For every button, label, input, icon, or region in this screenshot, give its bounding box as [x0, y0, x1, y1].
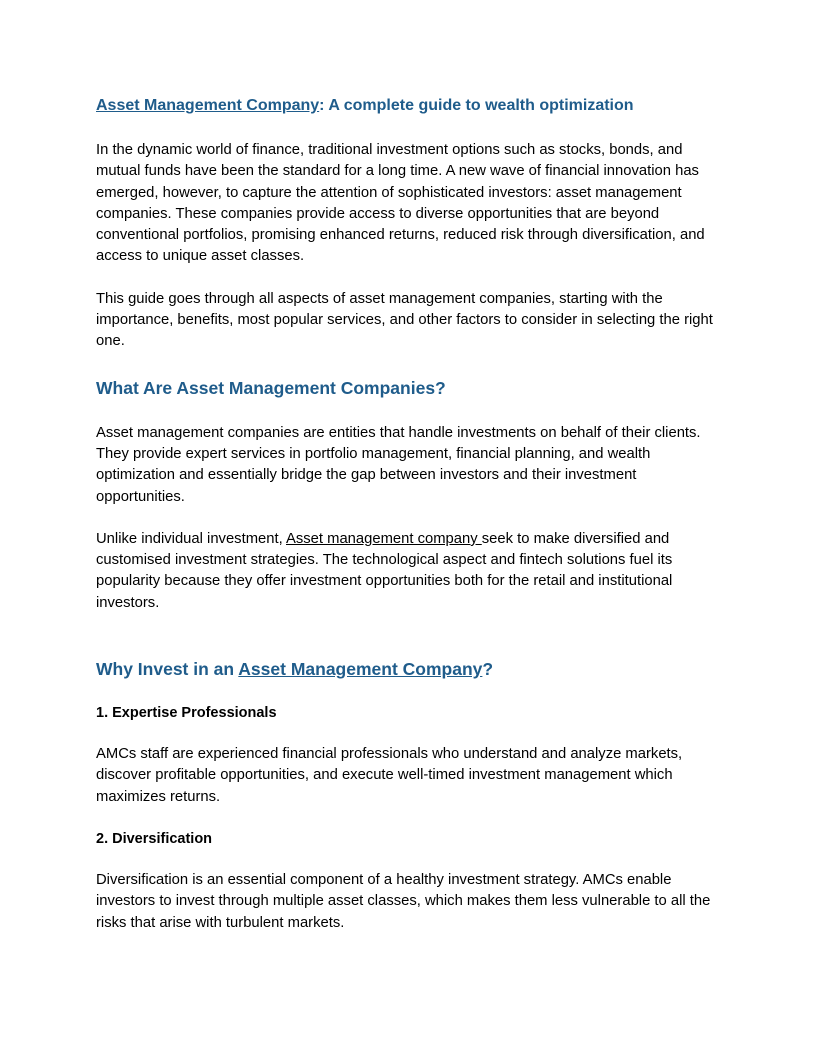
what-paragraph-2-tail: seek to make diversified and customised investment strategies. The technological aspect and fintech solutions fuel its popularity because they offer investment opportunities both for the retail and institutional investors.	[96, 530, 673, 611]
item-2-heading: 2. Diversification	[96, 830, 213, 847]
why-heading-tail: ?	[482, 659, 494, 680]
title-link[interactable]: Asset Management Company	[96, 97, 320, 114]
intro-paragraph-1: In the dynamic world of finance, traditional investment options such as stocks, bonds, and mutual funds have been the standard for a long time. A new wave of financial innovation has emerged, however, to capture the attention of sophisticated investors: asset management companies. These companies provide access to diverse opportunities that are beyond conventional portfolios, promising enhanced returns, reduced risk through diversification, and access to unique asset classes.	[96, 142, 705, 265]
what-paragraph-1: Asset management companies are entities that handle investments on behalf of their clients. They provide expert services in portfolio management, financial planning, and wealth optimization and essentially bridge the gap between investors and their investment opportunities.	[96, 424, 701, 505]
what-paragraph-2-lead: Unlike individual investment,	[96, 530, 286, 547]
document-page	[96, 94, 724, 934]
asset-management-company-link[interactable]: Asset management company	[286, 530, 482, 547]
what-paragraph-2	[96, 529, 724, 614]
item-1-body: AMCs staff are experienced financial professionals who understand and analyze markets, discover profitable opportunities, and execute well-timed investment management which maximizes returns.	[96, 746, 683, 805]
why-heading-lead: Why Invest in an	[96, 659, 239, 680]
intro-paragraph-2: This guide goes through all aspects of asset management companies, starting with the importance, benefits, most popular services, and other factors to consider in selecting the right one.	[96, 290, 713, 350]
why-heading-link[interactable]: Asset Management Company	[238, 659, 483, 680]
title-rest: : A complete guide to wealth optimization	[319, 97, 634, 114]
page-title	[96, 94, 724, 118]
section-heading-why	[96, 656, 724, 682]
section-heading-what: What Are Asset Management Companies?	[96, 377, 446, 398]
item-2-body: Diversification is an essential component of a healthy investment strategy. AMCs enable investors to invest through multiple asset classes, which makes them less vulnerable to all the risks that arise with turbulent markets.	[96, 871, 711, 931]
item-1-heading: 1. Expertise Professionals	[96, 705, 277, 722]
